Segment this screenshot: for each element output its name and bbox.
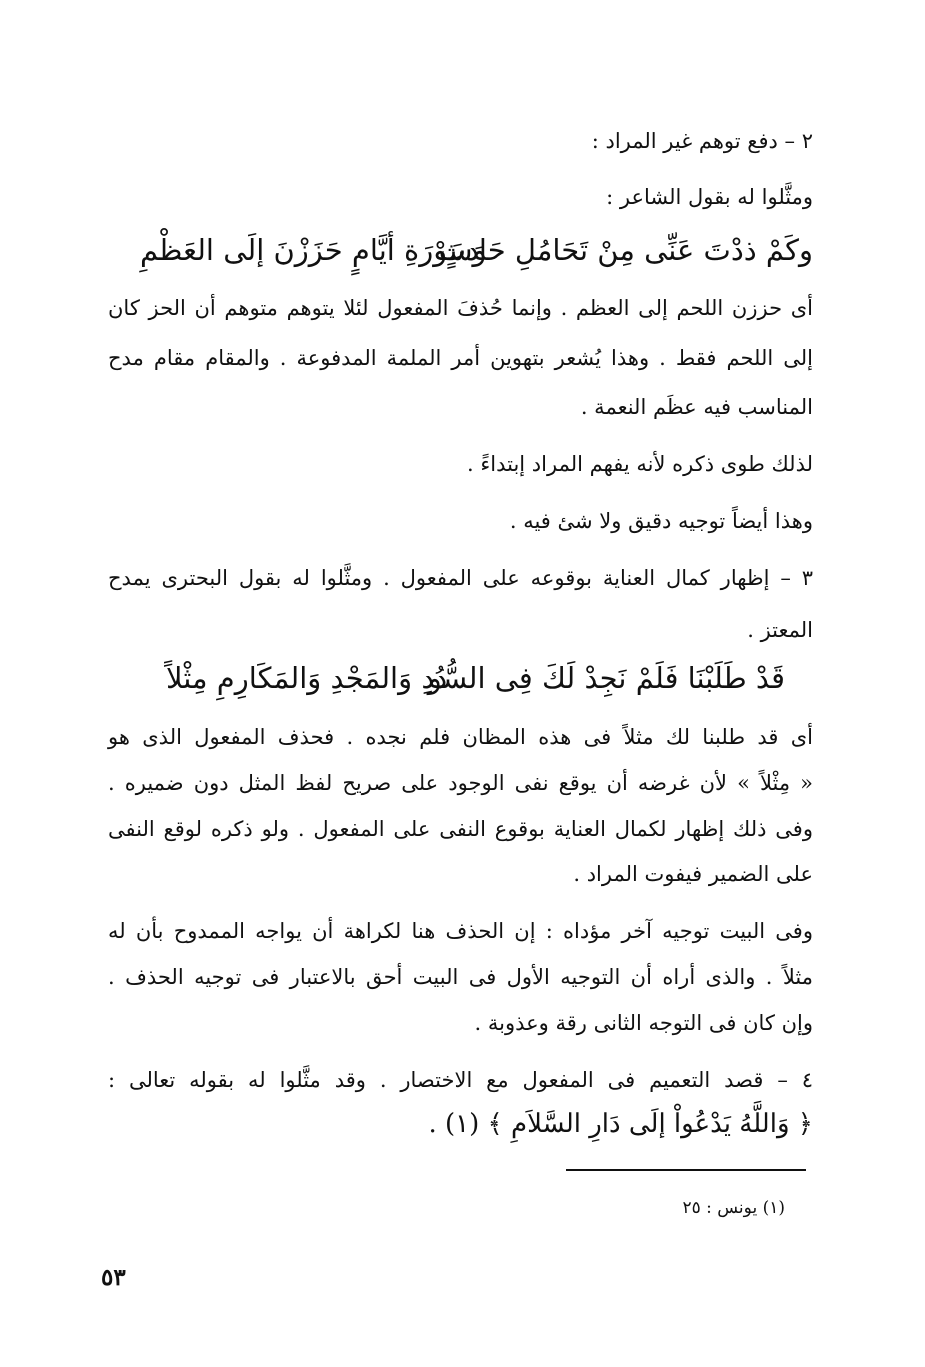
quran-verse: ﴿ وَاللَّهُ يَدْعُواْ إلَى دَارِ السَّلاَمِ ﴾ (١) . [428,1109,813,1139]
paragraph-line: وفى ذلك إظهار لكمال العناية بوقوع النفى على المفعول . ولو ذكره لوقع النفى [108,817,813,841]
paragraph-line: مثلاً . والذى أراه أن التوجيه الأول فى البيت أحق بالاعتبار فى توجيه الحذف . [108,965,813,989]
paragraph-line: إلى اللحم فقط . وهذا يُشعر بتهوين أمر الملمة المدفوعة . والمقام مقام مدح [108,346,813,370]
paragraph-line: ومثَّلوا له بقول الشاعر : [606,185,813,209]
paragraph-line: ٣ – إظهار كمال العناية بوقوعه على المفعول . ومثَّلوا له بقول البحترى يمدح [108,566,813,590]
verse-hemistich: قَدْ طَلَبْنَا فَلَمْ نَجِدْ لَكَ فِى السُّو [427,661,785,695]
footnote: (١) يونس : ٢٥ [682,1198,785,1218]
paragraph-line: وإن كان فى التوجه الثانى رقة وعذوبة . [474,1011,813,1035]
paragraph-line: وهذا أيضاً توجيه دقيق ولا شئ فيه . [509,509,813,533]
paragraph-line: ٢ – دفع توهم غير المراد : [591,129,813,153]
verse-hemistich: وكَمْ ذدْتَ عَنِّى مِنْ تَحَامُلِ حَادثٍ [438,233,813,267]
paragraph-line: المناسب فيه عظَم النعمة . [580,395,813,419]
paragraph-line: المعتز . [747,618,813,642]
paragraph-line: على الضمير فيفوت المراد . [573,862,813,886]
verse-hemistich: وَسَوْرَةِ أيَّامٍ حَزَزْنَ إلَى العَظْمِ [140,233,487,267]
verse-hemistich: دُدِ وَالمَجْدِ وَالمَكَارِمِ مِثْلاً [166,661,448,695]
paragraph-line: ٤ – قصد التعميم فى المفعول مع الاختصار . وقد مثَّلوا له بقوله تعالى : [108,1068,813,1092]
paragraph-line: لذلك طوى ذكره لأنه يفهم المراد إبتداءً . [467,452,813,476]
paragraph-line: « مِثْلاً » لأن غرضه أن يوقع نفى الوجود على صريح لفظ المثل دون ضميره . [108,771,813,795]
footnote-divider [566,1169,806,1171]
paragraph-line: وفى البيت توجيه آخر مؤداه : إن الحذف هنا لكراهة أن يواجه الممدوح بأن له [108,919,813,943]
page-number: ٥٣ [101,1264,126,1291]
paragraph-line: أى قد طلبنا لك مثلاً فى هذه المظان فلم نجده . فحذف المفعول الذى هو [108,725,813,749]
paragraph-line: أى حززن اللحم إلى العظم . وإنما حُذفَ المفعول لئلا يتوهم متوهم أن الحز كان [108,296,813,320]
